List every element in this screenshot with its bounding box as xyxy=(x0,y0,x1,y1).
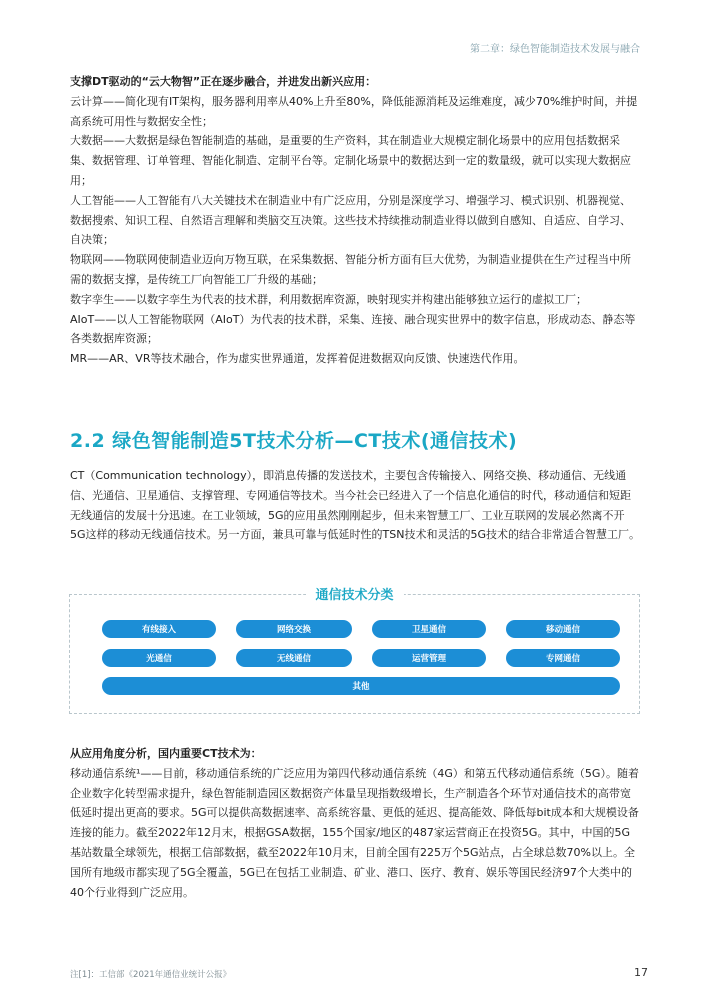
section-intro: 支撑DT驱动的“云大物智”正在逐步融合，并进发出新兴应用： xyxy=(70,75,377,88)
ct-classification-diagram xyxy=(69,588,640,714)
category-other: 其他 xyxy=(102,677,620,695)
list-item-big-data: 大数据——大数据是绿色智能制造的基础，是重要的生产资料，其在制造业大规模定制化场景中的应用包括数据采集、数据管理、订单管理、智能化制造、定制平台等。定制化场景中的数据达到一定的数量级，就可以实现大数据应用； xyxy=(70,134,631,187)
list-item-aiot: AIoT——以人工智能物联网（AIoT）为代表的技术群，采集、连接、融合现实世界中的数字信息，形成动态、静态等各类数据库资源； xyxy=(70,312,636,346)
section-ct-intro xyxy=(70,466,640,545)
category-optical-comm: 光通信 xyxy=(102,649,216,667)
section-heading: 2.2 绿色智能制造5T技术分析—CT技术(通信技术) xyxy=(70,430,518,452)
category-network-switching: 网络交换 xyxy=(236,620,352,638)
list-item-cloud-computing: 云计算——简化现有IT架构，服务器利用率从40%上升至80%，降低能源消耗及运维难度，减少70%维护时间，并提高系统可用性与数据安全性； xyxy=(70,94,638,128)
category-wireless-comm: 无线通信 xyxy=(236,649,352,667)
list-item-digital-twin: 数字孪生——以数字孪生为代表的技术群，利用数据库资源，映射现实并构建出能够独立运行的虚拟工厂； xyxy=(70,292,587,306)
section-ct-applications xyxy=(70,744,640,902)
list-item-ai: 人工智能——人工智能有八大关键技术在制造业中有广泛应用，分别是深度学习、增强学习、模式识别、机器视觉、数据搜索、知识工程、自然语言理解和类脑交互决策。这些技术持续推动制造业得以做到自感知、自适应、自学习、自决策； xyxy=(70,193,631,247)
list-item-iot: 物联网——物联网使制造业迈向万物互联，在采集数据、智能分析方面有巨大优势，为制造业提供在生产过程当中所需的数据支撑，是传统工厂向智能工厂升级的基础； xyxy=(70,253,631,286)
diagram-title: 通信技术分类 xyxy=(305,584,403,603)
ct-paragraph: CT（Communication technology），即消息传播的发送技术，主要包含传输接入、网络交换、移动通信、无线通信、光通信、卫星通信、支撑管理、专网通信等技术。当今社会已经进入了一个信息化通信的时代，移动通信和短距无线通信的发展十分迅速。在工业领域，5G的应用虽然刚刚起步，但未来智慧工厂、工业互联网的发展必然离不开5G这样的移动无线通信技术。另一方面，兼具可靠与低延时性的TSN技术和灵活的5G技术的结合非常适合智慧工厂。 xyxy=(70,469,640,542)
mobile-comm-paragraph: 移动通信系统¹——目前，移动通信系统的广泛应用为第四代移动通信系统（4G）和第五代移动通信系统（5G）。随着企业数字化转型需求提升，绿色智能制造园区数据资产体量呈现指数级增长，生产制造各个环节对通信技术的高带宽低延时提出更高的要求。5G可以提供高数据速率、高系统容量、更低的延迟、提高能效、降低每bit成本和大规模设备连接的能力。截至2022年12月末，根据GSA数据，155个国家/地区的487家运营商正在投资5G。其中，中国的5G基站数量全球领先，根据工信部数据，截至2022年10月末，目前全国有225万个5G站点，占全球总数70%以上。全国所有地级市都实现了5G全覆盖，5G已在包括工业制造、矿业、港口、医疗、教育、娱乐等国民经济97个大类中的40个行业得到广泛应用。 xyxy=(70,766,639,899)
list-item-mr: MR——AR、VR等技术融合，作为虚实世界通道，发挥着促进数据双向反馈、快速迭代作用。 xyxy=(70,352,525,366)
chapter-header: 第二章：绿色智能制造技术发展与融合 xyxy=(470,44,640,55)
page-number: 17 xyxy=(634,966,648,979)
section-cloud-big-iot-ai xyxy=(70,72,640,369)
category-wired-access: 有线接入 xyxy=(102,620,216,638)
category-satellite-comm: 卫星通信 xyxy=(372,620,486,638)
category-private-network: 专网通信 xyxy=(506,649,620,667)
category-mobile-comm: 移动通信 xyxy=(506,620,620,638)
applications-intro: 从应用角度分析，国内重要CT技术为： xyxy=(70,747,262,760)
footnote: 注[1]：工信部《2021年通信业统计公报》 xyxy=(70,970,232,980)
category-operation-management: 运营管理 xyxy=(372,649,486,667)
